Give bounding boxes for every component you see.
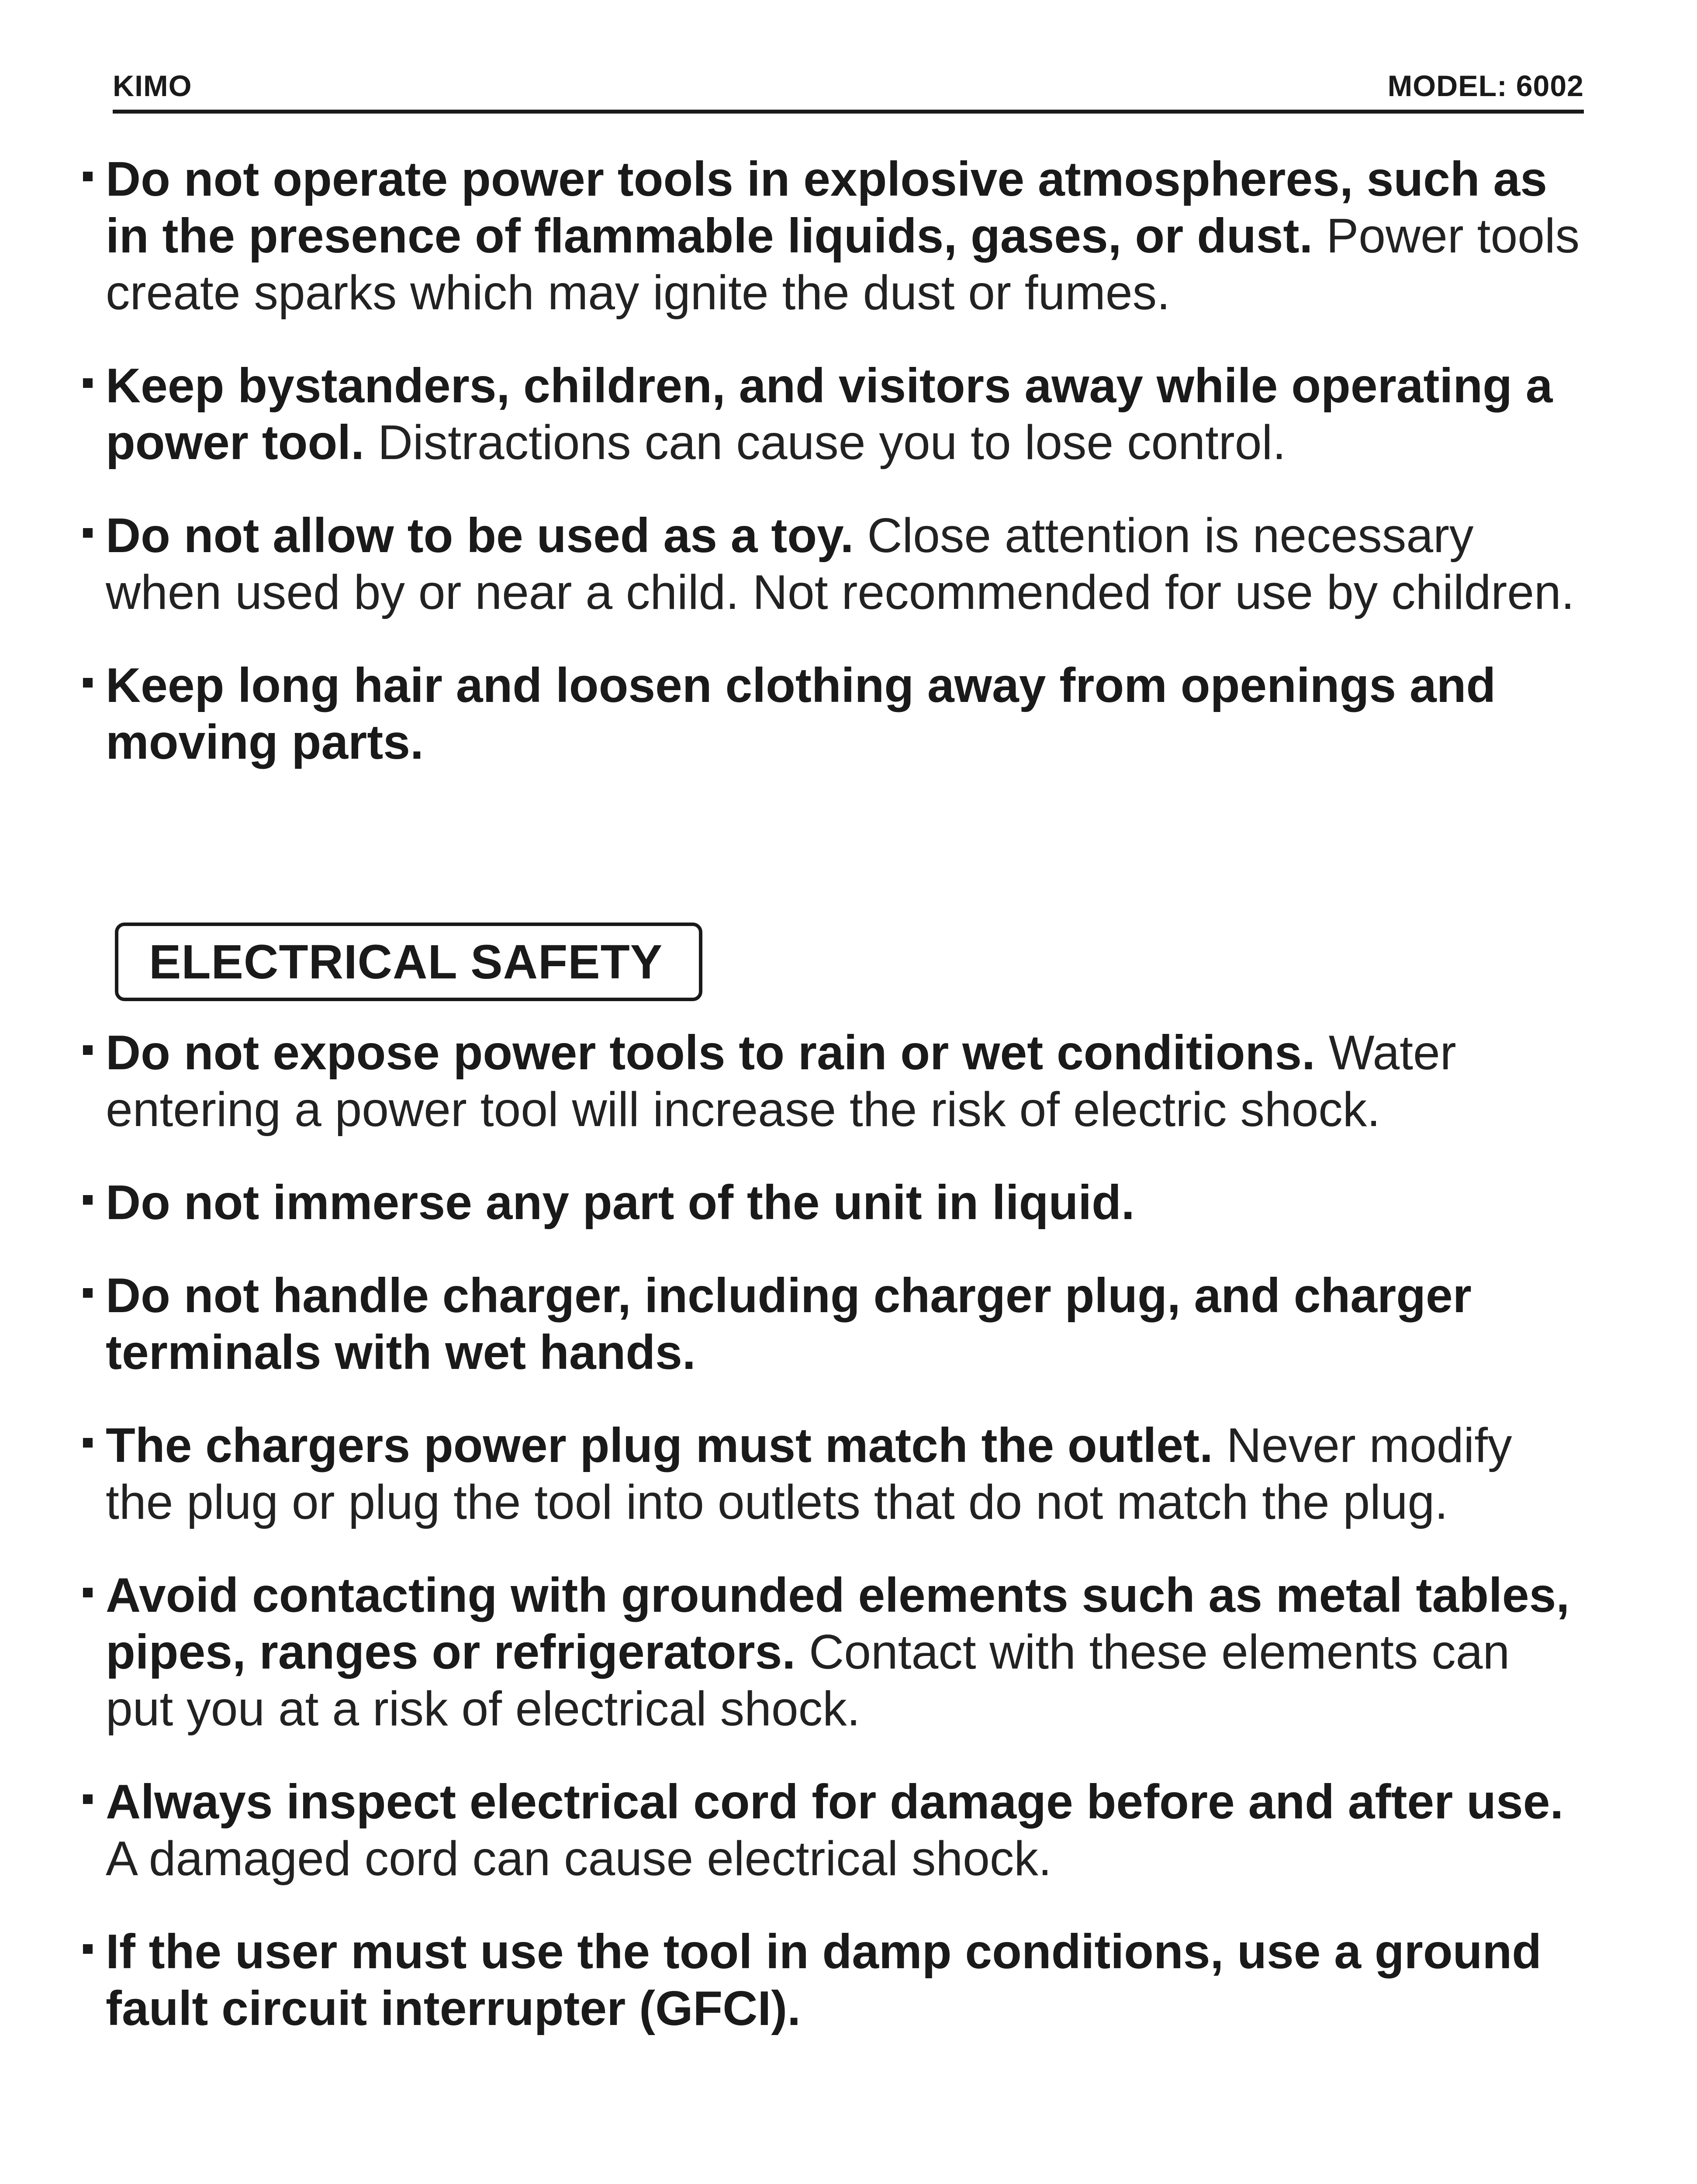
- list-item: [79, 1267, 1590, 1381]
- electrical-safety-list: [79, 1024, 1590, 2073]
- item-lead: Keep long hair and loosen clothing away from openings and moving parts.: [106, 658, 1496, 769]
- bullet-square-icon: [83, 528, 93, 538]
- list-item: [79, 1174, 1590, 1231]
- list-item: [79, 151, 1590, 321]
- list-item: [79, 657, 1590, 771]
- list-item: [79, 1567, 1590, 1737]
- bullet-square-icon: [83, 172, 93, 181]
- item-lead: Do not handle charger, including charger plug, and charger terminals with wet hands.: [106, 1268, 1472, 1379]
- bullet-square-icon: [83, 1195, 93, 1205]
- model-number: MODEL: 6002: [1387, 69, 1584, 103]
- list-item: [79, 1024, 1590, 1138]
- bullet-square-icon: [83, 1288, 93, 1298]
- item-lead: Do not operate power tools in explosive atmospheres, such as in the presence of flammable liquids, gases, or dust.: [106, 152, 1547, 263]
- item-body: Close attention is necessary when used by or near a child. Not recommended for use by children.: [106, 508, 1575, 619]
- bullet-square-icon: [83, 1045, 93, 1055]
- list-item: [79, 357, 1590, 471]
- item-body: Never modify the plug or plug the tool into outlets that do not match the plug.: [106, 1418, 1512, 1529]
- bullet-square-icon: [83, 378, 93, 388]
- item-body: Distractions can cause you to lose control.: [377, 415, 1286, 470]
- brand-name: KIMO: [113, 69, 192, 103]
- item-lead: Do not expose power tools to rain or wet conditions.: [106, 1026, 1315, 1080]
- page-header: [113, 66, 1584, 114]
- item-lead: Avoid contacting with grounded elements such as metal tables, pipes, ranges or refrigerators.: [106, 1568, 1570, 1679]
- item-lead: Keep bystanders, children, and visitors away while operating a power tool.: [106, 359, 1553, 470]
- item-lead: Do not allow to be used as a toy.: [106, 508, 854, 563]
- bullet-square-icon: [83, 1588, 93, 1597]
- bullet-square-icon: [83, 1438, 93, 1448]
- general-safety-list: [79, 151, 1590, 807]
- bullet-square-icon: [83, 1944, 93, 1954]
- item-body: Power tools create sparks which may ignite the dust or fumes.: [106, 209, 1580, 320]
- item-body: Contact with these elements can put you at a risk of electrical shock.: [106, 1625, 1510, 1736]
- item-body: Water entering a power tool will increase the risk of electric shock.: [106, 1026, 1456, 1137]
- item-lead: If the user must use the tool in damp conditions, use a ground fault circuit interrupter (GFCI).: [106, 1925, 1542, 2035]
- list-item: [79, 1923, 1590, 2037]
- item-lead: The chargers power plug must match the outlet.: [106, 1418, 1213, 1472]
- list-item: [79, 1773, 1590, 1887]
- bullet-square-icon: [83, 1794, 93, 1804]
- list-item: [79, 1417, 1590, 1531]
- item-lead: Do not immerse any part of the unit in liquid.: [106, 1175, 1135, 1230]
- item-body: A damaged cord can cause electrical shock.: [106, 1832, 1052, 1886]
- section-heading-electrical-safety: ELECTRICAL SAFETY: [115, 923, 702, 1001]
- item-lead: Always inspect electrical cord for damage before and after use.: [106, 1775, 1564, 1829]
- list-item: [79, 507, 1590, 621]
- bullet-square-icon: [83, 678, 93, 688]
